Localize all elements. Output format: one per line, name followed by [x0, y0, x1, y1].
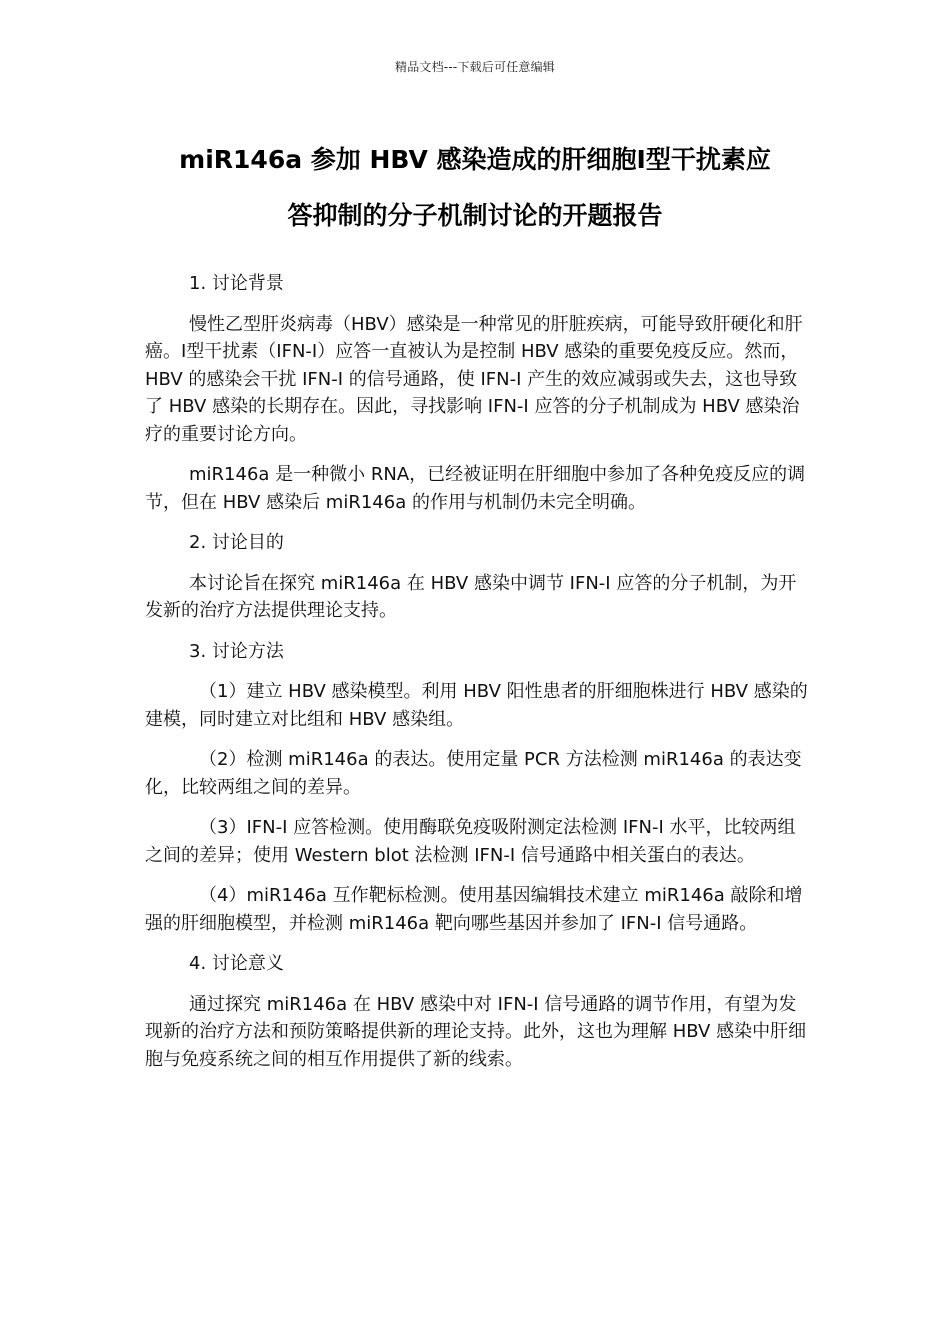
paragraph-background-2: miR146a 是一种微小 RNA，已经被证明在肝细胞中参加了各种免疫反应的调节，但在 HBV 感染后 miR146a 的作用与机制仍未完全明确。	[145, 464, 806, 513]
method-item-1: （1）建立 HBV 感染模型。利用 HBV 阳性患者的肝细胞株进行 HBV 感染的建模，同时建立对比组和 HBV 感染组。	[145, 681, 808, 730]
paragraph-purpose: 本讨论旨在探究 miR146a 在 HBV 感染中调节 IFN-I 应答的分子机制，为开发新的治疗方法提供理论支持。	[145, 572, 797, 621]
paragraph-significance: 通过探究 miR146a 在 HBV 感染中对 IFN-I 信号通路的调节作用，有望为发现新的治疗方法和预防策略提供新的理论支持。此外，这也为理解 HBV 感染中肝细胞与免疫系统之间的相互作用提供了新的线索。	[145, 993, 807, 1070]
title-line-2: 答抑制的分子机制讨论的开题报告	[287, 201, 663, 230]
section-heading-purpose: 2. 讨论目的	[189, 532, 284, 553]
document-title	[130, 132, 820, 244]
paragraph-background-1: 慢性乙型肝炎病毒（HBV）感染是一种常见的肝脏疾病，可能导致肝硬化和肝癌。Ⅰ型干扰素（IFN-I）应答一直被认为是控制 HBV 感染的重要免疫反应。然而，HBV 的感染会干扰 IFN-I 的信号通路，使 IFN-I 产生的效应减弱或失去，这也导致了 HBV 感染的长期存在。因此，寻找影响 IFN-I 应答的分子机制成为 HBV 感染治疗的重要讨论方向。	[145, 313, 803, 445]
section-heading-background: 1. 讨论背景	[189, 273, 284, 294]
title-line-1: miR146a 参加 HBV 感染造成的肝细胞Ⅰ型干扰素应	[179, 145, 771, 174]
page-header: 精品文档---下载后可任意编辑	[395, 60, 555, 74]
section-heading-significance: 4. 讨论意义	[189, 953, 284, 974]
method-item-4: （4）miR146a 互作靶标检测。使用基因编辑技术建立 miR146a 敲除和增强的肝细胞模型，并检测 miR146a 靶向哪些基因并参加了 IFN-I 信号通路。	[145, 885, 803, 934]
method-item-3: （3）IFN-I 应答检测。使用酶联免疫吸附测定法检测 IFN-I 水平，比较两组之间的差异；使用 Western blot 法检测 IFN-I 信号通路中相关蛋白的表达。	[145, 817, 796, 866]
method-item-2: （2）检测 miR146a 的表达。使用定量 PCR 方法检测 miR146a 的表达变化，比较两组之间的差异。	[145, 749, 802, 798]
section-heading-methods: 3. 讨论方法	[189, 640, 284, 662]
document-body	[145, 270, 810, 1086]
